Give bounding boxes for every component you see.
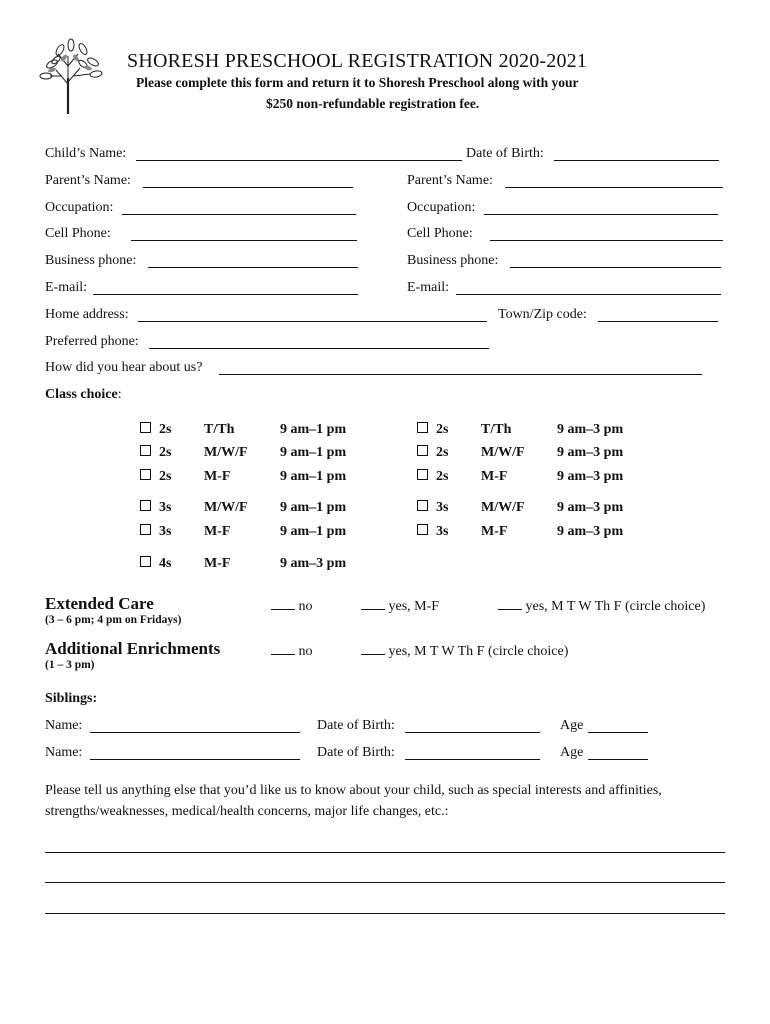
class-age: 3s <box>159 524 172 539</box>
sibling2-name-field[interactable] <box>90 745 300 760</box>
parent1-email-label: E-mail: <box>45 280 87 295</box>
class-time: 9 am–1 pm <box>280 445 347 460</box>
extended-care-no-option[interactable]: no <box>271 596 313 615</box>
class-age: 2s <box>436 422 449 437</box>
town-zip-label: Town/Zip code: <box>498 307 587 322</box>
parent2-cell-label: Cell Phone: <box>407 226 473 241</box>
child-name-label: Child’s Name: <box>45 146 127 161</box>
class-time: 9 am–3 pm <box>557 445 624 460</box>
class-days: T/Th <box>204 422 235 437</box>
sibling2-name-label: Name: <box>45 745 83 760</box>
checkbox[interactable] <box>417 445 448 461</box>
parent1-occupation-field[interactable] <box>122 200 356 215</box>
checkbox[interactable] <box>417 500 448 516</box>
class-days: M-F <box>481 524 508 539</box>
class-age: 3s <box>159 500 172 515</box>
class-days: M/W/F <box>204 500 248 515</box>
parent2-email-field[interactable] <box>456 280 721 295</box>
checkbox-square-icon[interactable] <box>140 445 151 456</box>
enrichments-note: (1 – 3 pm) <box>45 659 95 671</box>
siblings-heading: Siblings: <box>45 691 98 706</box>
form-subtitle-line2: $250 non-refundable registration fee. <box>266 96 480 111</box>
checkbox[interactable] <box>417 524 448 540</box>
home-address-field[interactable] <box>138 307 487 322</box>
parent2-occupation-field[interactable] <box>484 200 718 215</box>
form-subtitle-line1: Please complete this form and return it to Shoresh Preschool along with your <box>136 75 579 90</box>
class-time: 9 am–3 pm <box>557 500 624 515</box>
sibling1-dob-label: Date of Birth: <box>317 718 395 733</box>
sibling1-dob-field[interactable] <box>405 718 540 733</box>
checkbox-square-icon[interactable] <box>140 524 151 535</box>
class-time: 9 am–3 pm <box>557 524 624 539</box>
sibling1-name-field[interactable] <box>90 718 300 733</box>
class-days: M-F <box>204 524 231 539</box>
class-days: M-F <box>204 556 231 571</box>
parent1-business-label: Business phone: <box>45 253 137 268</box>
class-age: 2s <box>436 445 449 460</box>
checkbox-square-icon[interactable] <box>140 469 151 480</box>
how-hear-field[interactable] <box>219 360 702 375</box>
checkbox-square-icon[interactable] <box>140 556 151 567</box>
extended-care-title: Extended Care <box>45 594 154 613</box>
checkbox[interactable] <box>140 524 171 540</box>
sibling2-age-label: Age <box>560 745 584 760</box>
parent1-cell-field[interactable] <box>131 226 357 241</box>
checkbox-square-icon[interactable] <box>417 422 428 433</box>
home-address-label: Home address: <box>45 307 129 322</box>
class-days: M/W/F <box>204 445 248 460</box>
class-time: 9 am–3 pm <box>557 422 624 437</box>
checkbox-square-icon[interactable] <box>417 500 428 511</box>
checkbox-square-icon[interactable] <box>140 422 151 433</box>
checkbox-square-icon[interactable] <box>140 500 151 511</box>
checkbox[interactable] <box>140 422 171 438</box>
checkbox-square-icon[interactable] <box>417 524 428 535</box>
enrichments-no-option[interactable]: no <box>271 641 313 660</box>
form-title: SHORESH PRESCHOOL REGISTRATION 2020-2021 <box>127 50 588 72</box>
town-zip-field[interactable] <box>598 307 718 322</box>
class-days: M/W/F <box>481 445 525 460</box>
parent1-business-field[interactable] <box>148 253 358 268</box>
notes-instruction-line2: strengths/weaknesses, medical/health concerns, major life changes, etc.: <box>45 804 449 819</box>
class-age: 4s <box>159 556 172 571</box>
enrichments-title: Additional Enrichments <box>45 639 221 658</box>
class-time: 9 am–3 pm <box>280 556 347 571</box>
class-age: 2s <box>159 422 172 437</box>
extended-care-yes-days-option[interactable]: yes, M T W Th F (circle choice) <box>498 596 705 615</box>
parent1-name-field[interactable] <box>143 173 353 188</box>
class-time: 9 am–3 pm <box>557 469 624 484</box>
class-choice-heading: Class choice: <box>45 387 122 402</box>
parent2-business-label: Business phone: <box>407 253 499 268</box>
class-days: T/Th <box>481 422 512 437</box>
class-time: 9 am–1 pm <box>280 422 347 437</box>
class-time: 9 am–1 pm <box>280 500 347 515</box>
parent2-name-label: Parent’s Name: <box>407 173 493 188</box>
notes-line-3[interactable] <box>45 912 725 914</box>
checkbox[interactable] <box>417 422 448 438</box>
class-age: 3s <box>436 500 449 515</box>
checkbox-square-icon[interactable] <box>417 445 428 456</box>
parent2-cell-field[interactable] <box>490 226 723 241</box>
checkbox-square-icon[interactable] <box>417 469 428 480</box>
child-dob-field[interactable] <box>554 146 719 161</box>
preferred-phone-field[interactable] <box>149 334 489 349</box>
class-days: M-F <box>204 469 231 484</box>
extended-care-yes-mf-option[interactable]: yes, M-F <box>361 596 439 615</box>
checkbox[interactable] <box>140 556 171 572</box>
parent1-occupation-label: Occupation: <box>45 200 114 215</box>
parent2-email-label: E-mail: <box>407 280 449 295</box>
checkbox[interactable] <box>417 469 448 485</box>
child-dob-label: Date of Birth: <box>466 146 544 161</box>
parent1-cell-label: Cell Phone: <box>45 226 111 241</box>
notes-line-1[interactable] <box>45 851 725 853</box>
class-age: 2s <box>436 469 449 484</box>
class-days: M-F <box>481 469 508 484</box>
sibling1-age-label: Age <box>560 718 584 733</box>
notes-line-2[interactable] <box>45 881 725 883</box>
class-time: 9 am–1 pm <box>280 524 347 539</box>
checkbox[interactable] <box>140 445 171 461</box>
sibling2-age-field[interactable] <box>588 745 648 760</box>
parent2-business-field[interactable] <box>510 253 721 268</box>
extended-care-note: (3 – 6 pm; 4 pm on Fridays) <box>45 614 182 626</box>
sibling1-name-label: Name: <box>45 718 83 733</box>
sibling2-dob-field[interactable] <box>405 745 540 760</box>
child-name-field[interactable] <box>136 146 462 161</box>
class-time: 9 am–1 pm <box>280 469 347 484</box>
class-age: 2s <box>159 469 172 484</box>
parent2-name-field[interactable] <box>505 173 723 188</box>
class-age: 2s <box>159 445 172 460</box>
enrichments-yes-days-option[interactable]: yes, M T W Th F (circle choice) <box>361 641 568 660</box>
sibling2-dob-label: Date of Birth: <box>317 745 395 760</box>
tree-logo-icon <box>38 36 108 116</box>
parent1-email-field[interactable] <box>93 280 358 295</box>
how-hear-label: How did you hear about us? <box>45 360 203 375</box>
checkbox[interactable] <box>140 469 171 485</box>
sibling1-age-field[interactable] <box>588 718 648 733</box>
preferred-phone-label: Preferred phone: <box>45 334 139 349</box>
parent2-occupation-label: Occupation: <box>407 200 476 215</box>
class-age: 3s <box>436 524 449 539</box>
checkbox[interactable] <box>140 500 171 516</box>
parent1-name-label: Parent’s Name: <box>45 173 131 188</box>
class-days: M/W/F <box>481 500 525 515</box>
notes-instruction-line1: Please tell us anything else that you’d like us to know about your child, such as special interests and affinities, <box>45 783 662 798</box>
